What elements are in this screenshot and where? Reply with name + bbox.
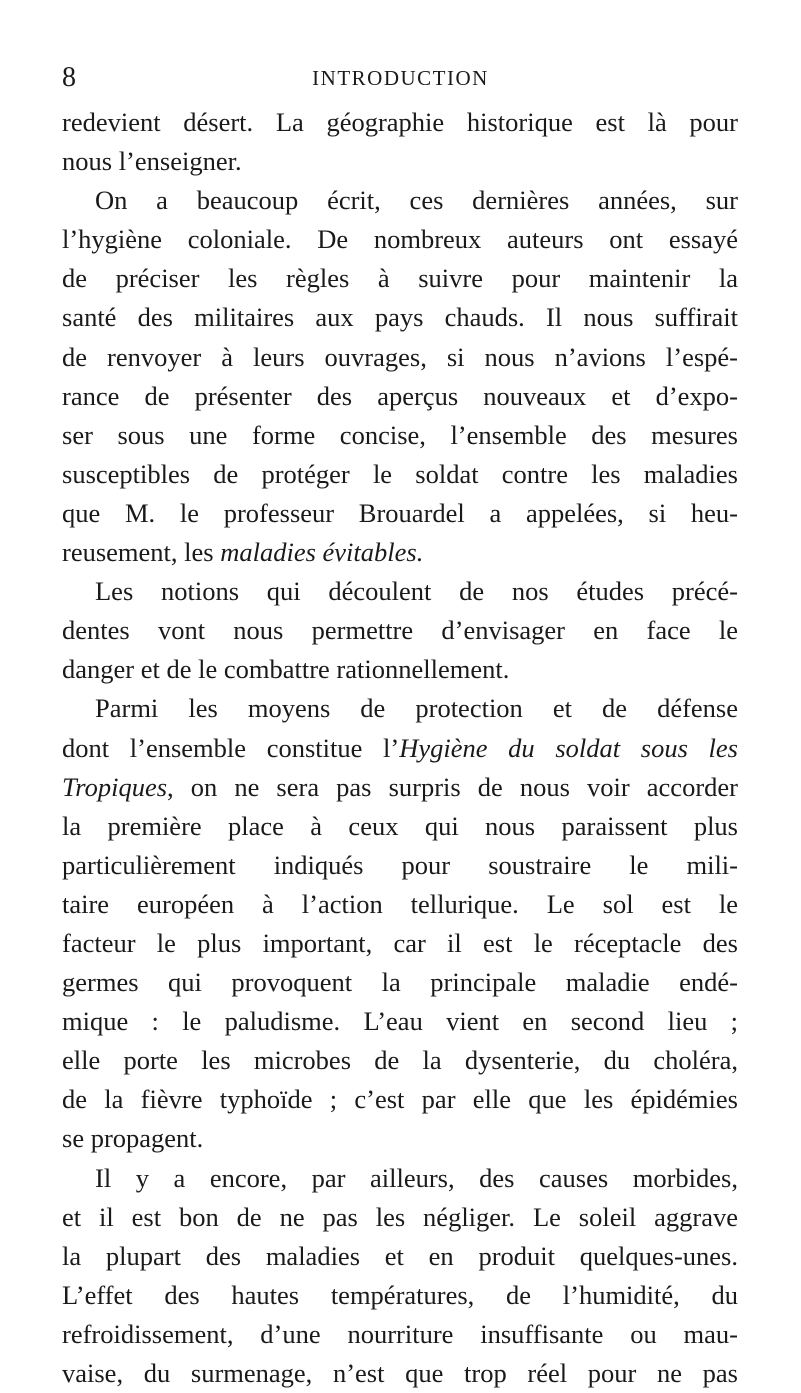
text-line: se propagent. [62, 1123, 204, 1154]
text-segment: , on ne sera pas surpris de nous voir accorder [167, 771, 738, 802]
text-segment: dont l’ensemble constitue l’ [62, 732, 400, 763]
text-line: L’effet des hautes températures, de l’humidité, du [62, 1279, 738, 1310]
running-title: INTRODUCTION [312, 66, 489, 90]
text-line [62, 768, 738, 807]
italic-title: Tropiques [62, 771, 168, 802]
italic-title: Hygiène du soldat sous les [399, 732, 738, 763]
text-segment: reusement, les [62, 537, 221, 568]
text-line [62, 729, 738, 768]
body-text [62, 103, 738, 1393]
text-line: la plupart des maladies et en produit quelques-unes. [62, 1240, 738, 1271]
text-line: vaise, du surmenage, n’est que trop réel pour ne pas [62, 1358, 738, 1388]
text-line: redevient désert. La géographie historique est là pour [62, 107, 738, 137]
page-header [62, 62, 739, 96]
text-line: la première place à ceux qui nous paraissent plus [62, 810, 738, 841]
text-line: elle porte les microbes de la dysenterie, du choléra, [62, 1045, 738, 1076]
text-line: de la fièvre typhoïde ; c’est par elle que les épidémies [62, 1084, 738, 1115]
text-line: danger et de le combattre rationnellement. [62, 654, 510, 685]
text-line: dentes vont nous permettre d’envisager en face le [62, 615, 738, 646]
text-line: Il y a encore, par ailleurs, des causes morbides, [95, 1162, 738, 1193]
italic-title: maladies évitables. [220, 537, 424, 568]
text-line: On a beaucoup écrit, ces dernières années, sur [95, 185, 738, 216]
text-line: santé des militaires aux pays chauds. Il nous suffirait [62, 302, 738, 333]
text-line: rance de présenter des aperçus nouveaux et d’expo- [62, 380, 738, 411]
text-line: Parmi les moyens de protection et de défense [95, 693, 738, 724]
text-line: que M. le professeur Brouardel a appelées, si heu- [62, 497, 738, 528]
text-line: particulièrement indiqués pour soustraire le mili- [62, 849, 738, 880]
text-line: de renvoyer à leurs ouvrages, si nous n’avions l’espé- [62, 341, 738, 372]
text-line: refroidissement, d’une nourriture insuffisante ou mau- [62, 1318, 738, 1349]
page-number: 8 [62, 62, 76, 93]
text-line: taire européen à l’action tellurique. Le sol est le [62, 888, 738, 919]
text-line: Les notions qui découlent de nos études précé- [95, 576, 738, 607]
text-line: l’hygiène coloniale. De nombreux auteurs ont essayé [62, 224, 738, 255]
text-line: ser sous une forme concise, l’ensemble des mesures [62, 419, 738, 450]
text-line: nous l’enseigner. [62, 146, 242, 177]
text-line: facteur le plus important, car il est le réceptacle des [62, 927, 738, 958]
text-line: susceptibles de protéger le soldat contre les maladies [62, 458, 738, 489]
text-line: et il est bon de ne pas les négliger. Le soleil aggrave [62, 1201, 738, 1232]
text-line [62, 533, 738, 572]
text-line: germes qui provoquent la principale maladie endé- [62, 967, 738, 998]
text-line: mique : le paludisme. L’eau vient en second lieu ; [62, 1006, 738, 1037]
text-line: de préciser les règles à suivre pour maintenir la [62, 263, 738, 294]
